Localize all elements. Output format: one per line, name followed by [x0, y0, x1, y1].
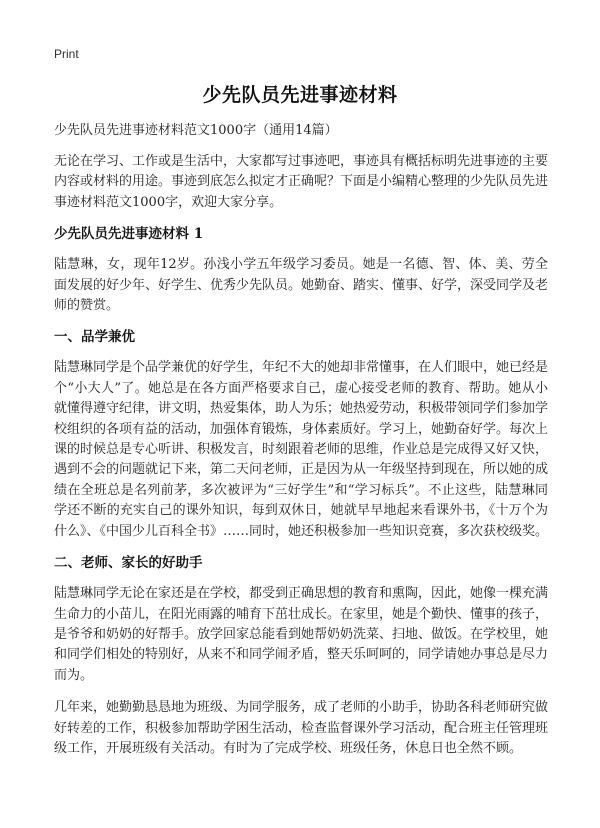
page-title: 少先队员先进事迹材料 — [202, 84, 398, 106]
article-subtitle: 少先队员先进事迹材料范文1000字（通用14篇） — [54, 123, 338, 138]
academics-paragraph: 陆慧琳同学是个品学兼优的好学生，年纪不大的她却非常懂事，在人们眼中，她已经是个“小大人”了。她总是在各方面严格要求自己，虚心接受老师的教育、帮助。她从小就懂得遵守纪律，讲文明，热爱集体，助人为乐；她热爱劳动，积极带领同学们参加学校组织的各项有益的活动，加强体育锻炼，身体素质好。学习上，她勤奋好学。每次上课的时候总是专心听讲、积极发言，时刻跟着老师的思维，作业总是完成得又好又快，遇到不会的问题就记下来，第二天问老师，正是因为从一年级坚持到现在，所以她的成绩在全班总是名列前茅，多次被评为“三好学生”和“学习标兵”。不止这些，陆慧琳同学还不断的充实自己的课外知识，每到双休日，她就早早地起来看课外书，《十万个为什么》、《中国少儿百科全书》……同时，她还积极参加一些知识竞赛，多次获校级奖。 — [54, 360, 549, 539]
section-heading-academics: 一、品学兼优 — [54, 329, 135, 346]
intro-paragraph: 无论在学习、工作或是生活中，大家都写过事迹吧，事迹具有概括标明先进事迹的主要内容或材料的用途。事迹到底怎么拟定才正确呢？下面是小编精心整理的少先队员先进事迹材料范文1000字，欢迎大家分享。 — [54, 154, 549, 210]
article-body — [54, 122, 548, 771]
print-link[interactable]: Print — [54, 47, 79, 61]
material-1-paragraph: 陆慧琳，女，现年12岁。孙浅小学五年级学习委员。她是一名德、智、体、美、劳全面发展的好少年、好学生、优秀少先队员。她勤奋、踏实、懂事、好学，深受同学及老师的赞赏。 — [54, 257, 549, 314]
helper-paragraph-1: 陆慧琳同学无论在家还是在学校，都受到正确思想的教育和熏陶，因此，她像一棵充满生命力的小苗儿，在阳光雨露的哺育下茁壮成长。在家里，她是个勤快、懂事的孩子，是爷爷和奶奶的好帮手。放学回家总能看到她帮奶奶洗菜、扫地、做饭。在学校里，她和同学们相处的特别好，从来不和同学闹矛盾，整天乐呵呵的，同学请她办事总是尽力而为。 — [54, 586, 549, 683]
helper-paragraph-2: 几年来，她勤勤恳恳地为班级、为同学服务，成了老师的小助手，协助各科老师研究做好转差的工作，积极参加帮助学困生活动，检查监督课外学习活动，配合班主任管理班级工作，开展班级有关活动。有时为了完成学校、班级任务，休息日也全然不顾。 — [54, 700, 549, 756]
section-heading-material-1: 少先队员先进事迹材料 1 — [54, 226, 204, 243]
section-heading-helper: 二、老师、家长的好助手 — [54, 555, 203, 572]
